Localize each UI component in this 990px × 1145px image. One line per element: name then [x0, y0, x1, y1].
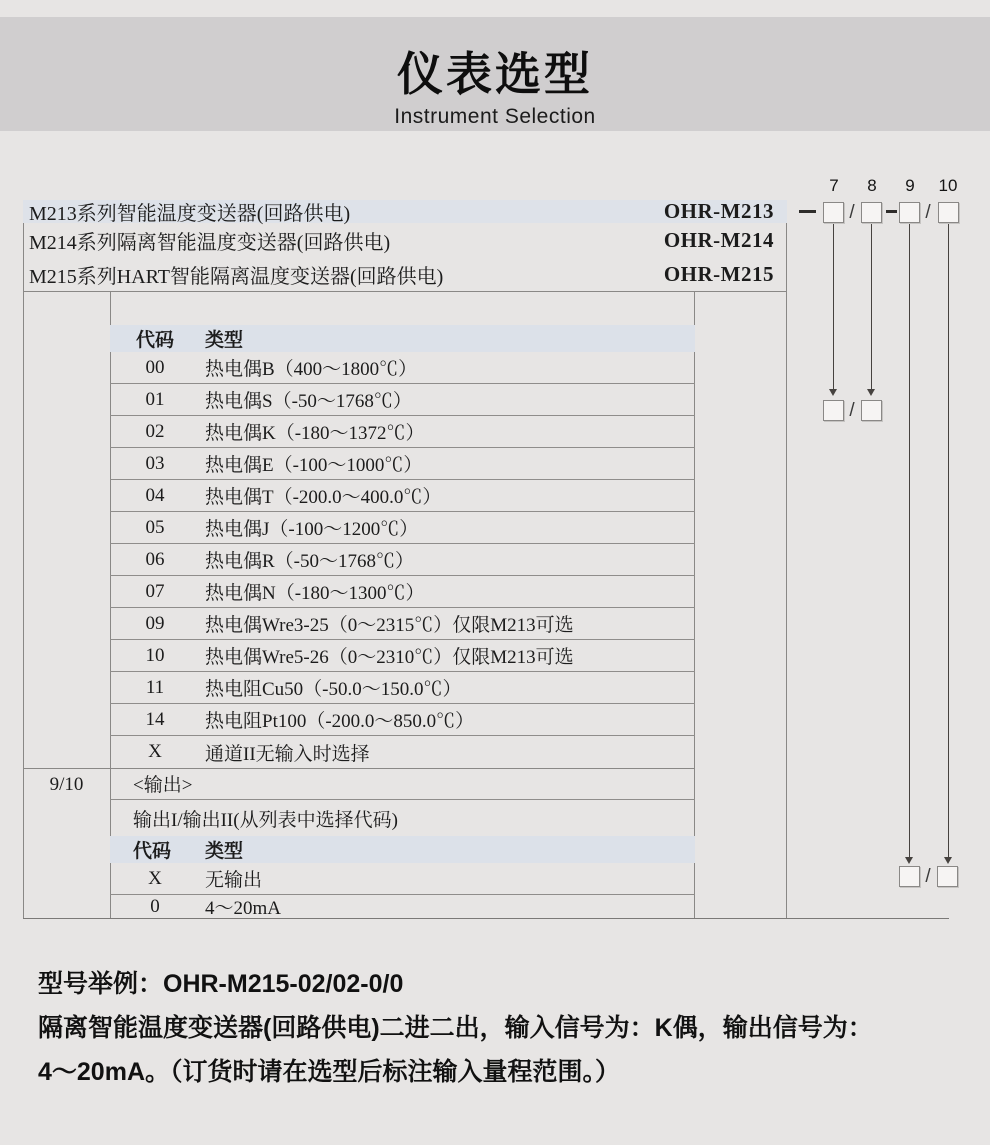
leader-line-9: [909, 224, 910, 857]
row-code: 01: [145, 388, 165, 410]
row-code: 05: [145, 516, 165, 538]
table-row: [110, 863, 695, 895]
row-type: 热电偶E（-100～1000℃）: [205, 455, 423, 476]
input-code-box-2: [861, 400, 882, 421]
row-code: X: [148, 867, 162, 889]
model-row-m214: [23, 223, 787, 258]
output-code-box-1: [899, 866, 920, 887]
table-row: [110, 672, 695, 704]
leader-line-10: [948, 224, 949, 857]
model-code: OHR-M215: [663, 262, 774, 286]
row-code: X: [148, 741, 162, 762]
table-row: [110, 736, 695, 768]
example-line-2: 隔离智能温度变送器(回路供电)二进二出，输入信号为：K偶，输出信号为：: [38, 1014, 873, 1042]
row-code: 10: [145, 644, 165, 666]
slash-separator: /: [849, 400, 855, 421]
table-line-top: [23, 291, 787, 292]
model-row-m213: [23, 200, 787, 223]
example-line-3: 4～20mA。（订货时请在选型后标注输入量程范围。）: [38, 1058, 620, 1086]
table-row: [110, 608, 695, 640]
row-code: 03: [145, 452, 165, 474]
row-code: 07: [145, 580, 165, 602]
model-code: OHR-M214: [663, 228, 774, 252]
table-row: [110, 512, 695, 544]
table-row: [110, 640, 695, 672]
table-row: [110, 384, 695, 416]
row-type: 热电偶B（400～1800℃）: [205, 359, 418, 380]
table-border-bottom: [23, 918, 949, 919]
code-box-7: [823, 202, 844, 223]
row-code: 06: [145, 548, 165, 570]
col-header-type: 类型: [205, 330, 244, 351]
arrowhead-icon: [944, 857, 952, 864]
position-number-10: 10: [938, 176, 958, 195]
code-box-10: [938, 202, 959, 223]
page-title: 仪表选型: [397, 48, 593, 100]
table-row: [110, 416, 695, 448]
position-number-7: 7: [829, 176, 839, 195]
row-type: 热电偶Wre5-26（0～2310℃）仅限M213可选: [205, 647, 574, 668]
output-table: [110, 768, 695, 918]
arrowhead-icon: [829, 389, 837, 396]
table-row: [110, 480, 695, 512]
example-line-1: 型号举例：OHR-M215-02/02-0/0: [38, 970, 404, 998]
model-row-m215: [23, 258, 787, 291]
table-border-right: [786, 223, 787, 919]
arrowhead-icon: [905, 857, 913, 864]
slash-separator: /: [925, 866, 931, 887]
row-code: 04: [145, 484, 165, 506]
row-type: 热电阻Cu50（-50.0～150.0℃）: [205, 679, 462, 700]
row-code: 09: [145, 612, 165, 634]
row-type: 热电偶S（-50～1768℃）: [205, 391, 412, 412]
row-type: 4～20mA: [205, 898, 282, 919]
row-code: 02: [145, 420, 165, 442]
table-border-left: [23, 223, 24, 919]
model-name: M214系列隔离智能温度变送器(回路供电): [29, 232, 391, 254]
leader-line-7: [833, 224, 834, 389]
dash-separator: [799, 210, 816, 213]
output-heading: <输出>: [110, 768, 695, 800]
input-table: [110, 325, 695, 768]
output-subheading: 输出I/输出II(从列表中选择代码): [133, 809, 398, 831]
input-code-box-1: [823, 400, 844, 421]
row-type: 热电偶T（-200.0～400.0℃）: [205, 487, 442, 508]
code-box-9: [899, 202, 920, 223]
table-row: [110, 576, 695, 608]
model-example-block: [38, 962, 968, 1094]
table-row: [110, 352, 695, 384]
slash-separator: /: [849, 202, 855, 223]
model-name: M213系列智能温度变送器(回路供电): [29, 203, 351, 225]
dash-separator: [886, 210, 897, 213]
row-type: 无输出: [205, 870, 263, 891]
arrowhead-icon: [867, 389, 875, 396]
row-type: 热电偶N（-180～1300℃）: [205, 583, 425, 604]
row-type: 热电阻Pt100（-200.0～850.0℃）: [205, 711, 475, 732]
position-number-9: 9: [905, 176, 915, 195]
row-code: 00: [145, 356, 165, 378]
slash-separator: /: [925, 202, 931, 223]
model-name: M215系列HART智能隔离温度变送器(回路供电): [29, 266, 444, 288]
table-row: [110, 544, 695, 576]
output-code-box-2: [937, 866, 958, 887]
col-header-code: 代码: [135, 330, 174, 351]
table-row: [110, 448, 695, 480]
row-type: 热电偶R（-50～1768℃）: [205, 551, 415, 572]
page-subtitle: Instrument Selection: [394, 105, 596, 128]
model-code: OHR-M213: [663, 199, 774, 223]
row-code: 14: [145, 708, 165, 730]
row-type: 通道II无输入时选择: [205, 743, 370, 765]
row-type: 热电偶Wre3-25（0～2315℃）仅限M213可选: [205, 615, 574, 636]
leader-line-8: [871, 224, 872, 389]
position-number-8: 8: [867, 176, 877, 195]
table-row: [110, 895, 695, 918]
row-type: 热电偶K（-180～1372℃）: [205, 423, 425, 444]
table-row: [110, 704, 695, 736]
row-type: 热电偶J（-100～1200℃）: [205, 519, 419, 540]
col-header-code: 代码: [133, 841, 172, 862]
code-box-8: [861, 202, 882, 223]
col-header-type: 类型: [205, 841, 244, 862]
row-code: 11: [145, 676, 165, 698]
title-band: [0, 17, 990, 131]
input-table-header: [110, 325, 695, 352]
output-table-header: [110, 836, 695, 863]
output-position-label: 9/10: [49, 774, 84, 795]
row-code: 0: [150, 895, 160, 917]
